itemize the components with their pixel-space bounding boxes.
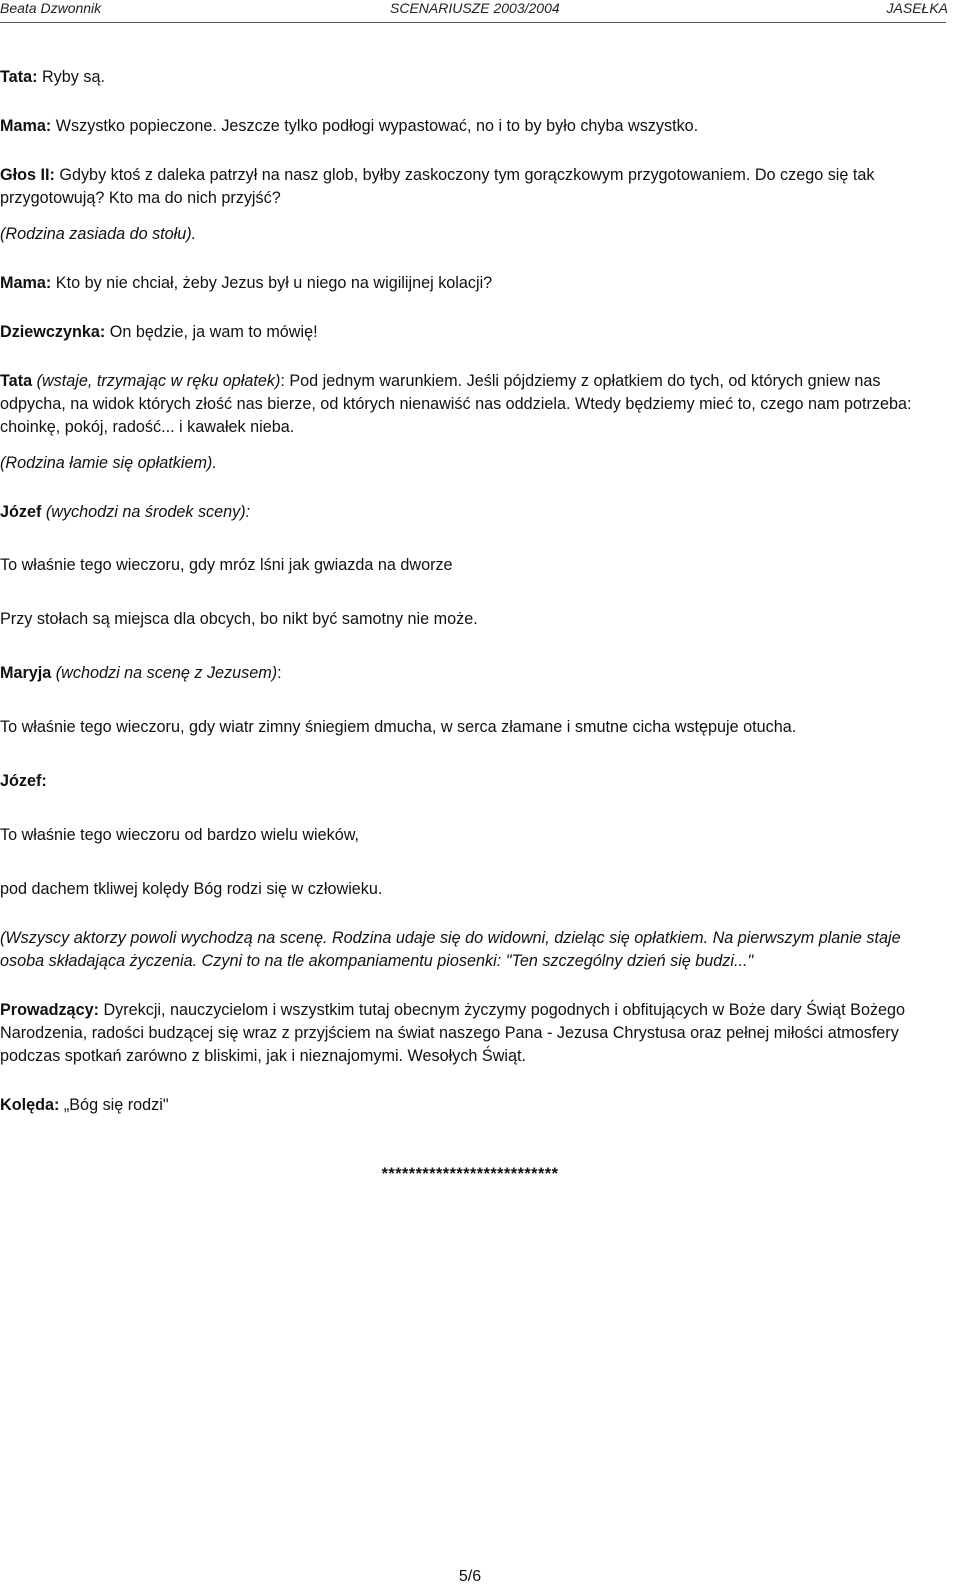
page-header (0, 0, 960, 20)
speaker-label: Tata (0, 372, 33, 390)
line-tata-2 (0, 370, 940, 439)
separator: ************************** (381, 1165, 559, 1183)
line-dziewczynka (0, 321, 940, 344)
line-text: „Bóg się rodzi" (59, 1096, 169, 1114)
speaker-label: Józef: (0, 772, 47, 790)
header-title: JASEŁKA (886, 0, 948, 16)
line-text: Dyrekcji, nauczycielom i wszystkim tutaj obecnym życzymy pogodnych i obfitujących w Boże dary Świąt Bożego Narodzenia, radości budzącej się wraz z przyjściem na świat naszego Pana - Jezusa Chrystusa oraz pełnej miłości atmosfery podczas spotkań zarówno z bliskimi, jak i nieznajomymi. Wesołych Świąt. (0, 1001, 906, 1065)
speaker-label: Mama: (0, 117, 52, 135)
line-text: On będzie, ja wam to mówię! (105, 323, 318, 341)
line-text: Gdyby ktoś z daleka patrzył na nasz glob, byłby zaskoczony tym gorączkowym przygotowaniem. Do czego się tak przygotowują? Kto ma do nich przyjść? (0, 166, 875, 207)
stage-direction: (Wszyscy aktorzy powoli wychodzą na scenę. Rodzina udaje się do widowni, dzieląc się opłatkiem. Na pierwszym planie staje osoba składająca życzenia. Czyni to na tle akompaniamentu piosenki: "Ten szczególny dzień się budzi..." (0, 929, 901, 970)
line-text: Kto by nie chciał, żeby Jezus był u niego na wigilijnej kolacji? (51, 274, 493, 292)
speaker-label: Dziewczynka: (0, 323, 106, 341)
line-mama-2 (0, 272, 940, 295)
header-author: Beata Dzwonnik (0, 0, 102, 16)
verse-line: To właśnie tego wieczoru, gdy mróz lśni jak gwiazda na dworze (0, 556, 453, 574)
speaker-label: Maryja (0, 664, 52, 682)
speaker-label: Tata: (0, 68, 38, 86)
header-collection: SCENARIUSZE 2003/2004 (390, 0, 560, 16)
stage-direction: (Rodzina łamie się opłatkiem). (0, 454, 217, 472)
speaker-label: Kolęda: (0, 1096, 60, 1114)
speaker-label: Głos II: (0, 166, 55, 184)
line-jozef-1 (0, 501, 940, 524)
stage-aside: (wstaje, trzymając w ręku opłatek) (32, 372, 281, 390)
speaker-label: Prowadzący: (0, 1001, 99, 1019)
header-rule (0, 22, 946, 23)
stage-aside: (wychodzi na środek sceny): (41, 503, 251, 521)
verse-line: Przy stołach są miejsca dla obcych, bo nikt być samotny nie może. (0, 610, 478, 628)
line-maryja (0, 662, 940, 685)
stage-direction: (Rodzina zasiada do stołu). (0, 225, 197, 243)
speaker-label: Józef (0, 503, 42, 521)
line-text: Wszystko popieczone. Jeszcze tylko podłogi wypastować, no i to by było chyba wszystko. (51, 117, 699, 135)
verse-line: To właśnie tego wieczoru, gdy wiatr zimny śniegiem dmucha, w serca złamane i smutne cicha wstępuje otucha. (0, 718, 797, 736)
line-text: : Pod jednym warunkiem. Jeśli pójdziemy z opłatkiem do tych, od których gniew nas odpycha, na widok których złość nas bierze, od których nienawiść nas oddziela. Wtedy będziemy mieć to, czego nam potrzeba: choinkę, pokój, radość... i kawałek nieba. (0, 372, 912, 436)
line-tata-1 (0, 66, 940, 89)
stage-aside: (wchodzi na scenę z Jezusem) (51, 664, 278, 682)
line-text: Ryby są. (37, 68, 105, 86)
verse-line: pod dachem tkliwej kolędy Bóg rodzi się w człowieku. (0, 880, 383, 898)
speaker-label: Mama: (0, 274, 52, 292)
line-jozef-2 (0, 770, 940, 793)
script-body (0, 66, 940, 1199)
line-text: : (277, 664, 282, 682)
verse-line: To właśnie tego wieczoru od bardzo wielu wieków, (0, 826, 360, 844)
line-prowadzacy (0, 999, 940, 1068)
page-number: 5/6 (458, 1568, 482, 1585)
line-koleda (0, 1094, 940, 1117)
line-mama-1 (0, 115, 940, 138)
line-glos-2 (0, 164, 940, 210)
